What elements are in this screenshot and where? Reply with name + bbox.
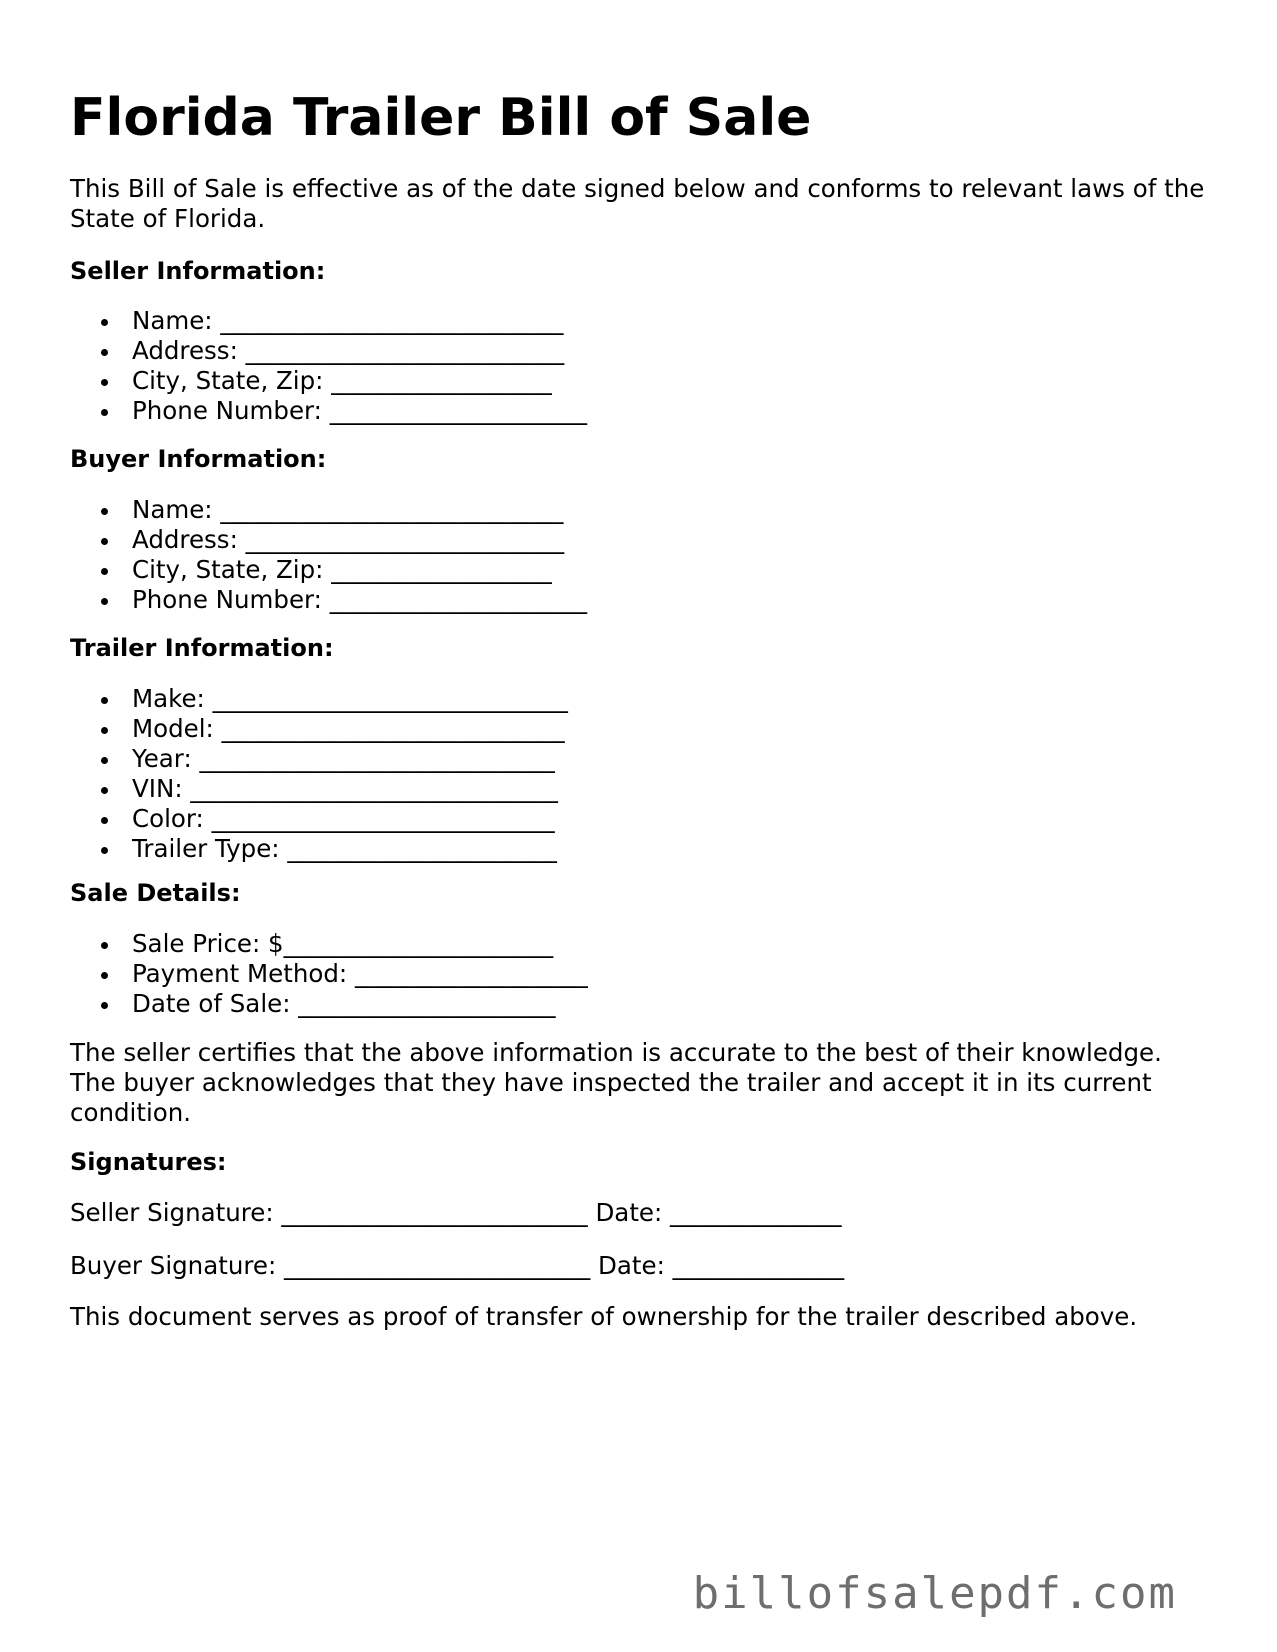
- buyer-name-field: Name: ____________________________: [132, 495, 587, 525]
- buyer-address-field: Address: __________________________: [132, 525, 587, 555]
- sale-heading: Sale Details:: [70, 879, 241, 907]
- intro-paragraph: This Bill of Sale is effective as of the date signed below and conforms to relevant laws of the State of Florida.: [70, 174, 1205, 233]
- payment-method-field: Payment Method: ___________________: [132, 959, 588, 988]
- buyer-phone-field: Phone Number: _____________________: [132, 585, 587, 614]
- sale-price-field: Sale Price: $______________________: [132, 929, 588, 959]
- trailer-vin-field: VIN: ______________________________: [132, 774, 568, 804]
- trailer-model-field: Model: ____________________________: [132, 714, 568, 744]
- trailer-color-field: Color: ____________________________: [132, 804, 568, 834]
- trailer-make-field: Make: _____________________________: [132, 684, 568, 713]
- seller-address-field: Address: __________________________: [132, 336, 587, 366]
- certification-paragraph: The seller certifies that the above information is accurate to the best of their knowledge. The buyer acknowledges that they have inspected the trailer and accept it in its current condition.: [70, 1038, 1162, 1127]
- trailer-year-field: Year: _____________________________: [132, 744, 568, 774]
- closing-paragraph: This document serves as proof of transfer of ownership for the trailer described above.: [70, 1302, 1138, 1331]
- trailer-fields: [70, 684, 568, 864]
- signatures-heading: Signatures:: [70, 1148, 227, 1176]
- trailer-type-field: Trailer Type: ______________________: [132, 834, 568, 864]
- document-title: Florida Trailer Bill of Sale: [70, 88, 812, 148]
- date-of-sale-field: Date of Sale: _____________________: [132, 989, 588, 1019]
- buyer-heading: Buyer Information:: [70, 445, 327, 473]
- seller-fields: [70, 306, 587, 426]
- watermark-logo: billofsalepdf.com: [692, 1568, 1177, 1619]
- seller-signature-line: Seller Signature: _________________________ Date: ______________: [70, 1198, 842, 1227]
- seller-heading: Seller Information:: [70, 257, 326, 285]
- seller-phone-field: Phone Number: _____________________: [132, 396, 587, 425]
- sale-fields: [70, 929, 588, 1019]
- buyer-fields: [70, 495, 587, 615]
- trailer-heading: Trailer Information:: [70, 634, 334, 662]
- seller-name-field: Name: ____________________________: [132, 306, 587, 336]
- buyer-signature-line: Buyer Signature: _________________________ Date: ______________: [70, 1251, 845, 1280]
- seller-city-state-zip-field: City, State, Zip: __________________: [132, 366, 587, 396]
- buyer-city-state-zip-field: City, State, Zip: __________________: [132, 555, 587, 585]
